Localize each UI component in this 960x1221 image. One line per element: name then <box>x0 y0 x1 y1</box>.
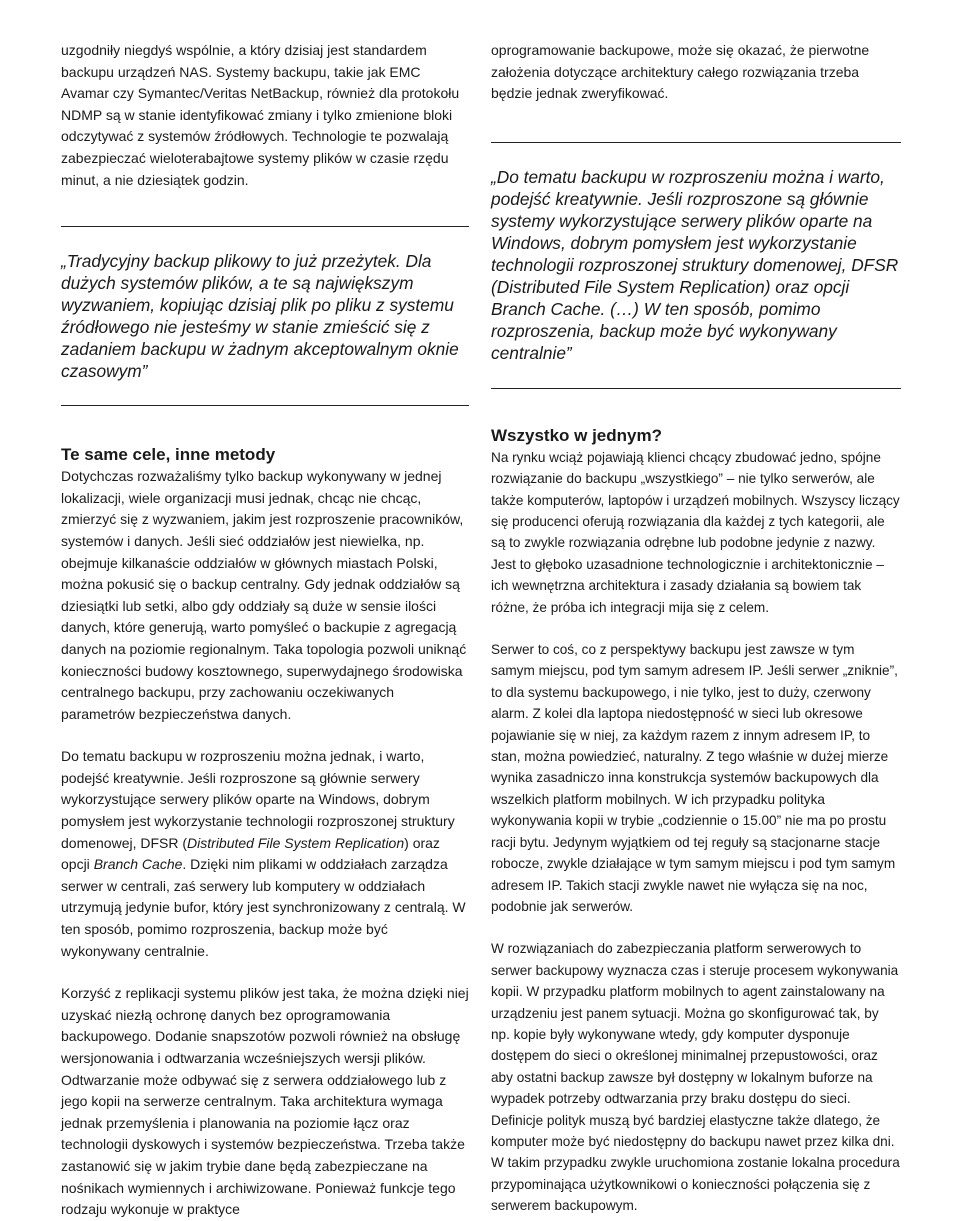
left-column <box>61 40 469 1221</box>
right-paragraph-3: Serwer to coś, co z perspektywy backupu jest zawsze w tym samym miejscu, pod tym samym adresem IP. Jeśli serwer „zniknie”, to dla systemu backupowego, i nie tylko, jest to duży, czerwony alarm. Z kolei dla laptopa niedostępność w sieci lub okresowe pojawianie się w niej, za każdym razem z innym adresem IP, to stan, można powiedzieć, naturalny. Z tego właśnie w dużej mierze wynika zasadniczo inna konstrukcja systemów backupowych dla wszelkich platform mobilnych. W ich przypadku polityka wykonywania kopii w trybie „codziennie o 15.00” nie ma po prostu racji bytu. Jedynym wyjątkiem od tej reguły są stacjonarne stacje robocze, zwykle działające w tym samym miejscu i pod tym samym adresem IP. Takich stacji zwykle nawet nie wyłącza się na noc, podobnie jak serwerów. <box>491 642 898 914</box>
left-paragraph-2: Dotychczas rozważaliśmy tylko backup wykonywany w jednej lokalizacji, wiele organizacji musi jednak, chcąc nie chcąc, zmierzyć się z wyzwaniem, jakim jest rozproszenie pracowników, systemów i danych. Jeśli sieć oddziałów jest niewielka, np. obejmuje kilkanaście oddziałów w głównych miastach Polski, można pokusić się o backup centralny. Gdy jednak oddziałów są dziesiątki lub setki, albo gdy oddziały są duże w sensie ilości danych, które generują, warto pomyśleć o backupie z agregacją danych na poziomie regionalnym. Taka topologia pozwoli uniknąć konieczności budowy kosztownego, superwydajnego środowiska centralnego backupu, przy zachowaniu oczekiwanych parametrów bezpieczeństwa danych. <box>61 468 467 722</box>
left-paragraph-3: Do tematu backupu w rozproszeniu można jednak, i warto, podejść kreatywnie. Jeśli rozproszone są głównie serwery wykorzystujące serwery plików oparte na Windows, dobrym pomysłem jest wykorzystanie technologii rozproszonej struktury domenowej, DFSR (Distributed File System Replication) oraz opcji Branch Cache. Dzięki nim plikami w oddziałach zarządza serwer w centrali, zaś serwery lub komputery w oddziałach utrzymują jedynie bufor, który jest synchronizowany z centralą. W ten sposób, pomimo rozproszenia, backup może być wykonywany centralnie. <box>61 748 466 959</box>
right-column <box>491 40 901 1217</box>
right-paragraph-4: W rozwiązaniach do zabezpieczania platform serwerowych to serwer backupowy wyznacza czas i steruje procesem wykonywania kopii. W przypadku platform mobilnych to agent zainstalowany na urządzeniu jest panem sytuacji. Można go skonfigurować tak, by np. kopie były wykonywane wtedy, gdy komputer dysponuje dostępem do sieci o określonej minimalnej przepustowości, oraz aby ostatni backup zawsze był dostępny w lokalnym buforze na wypadek potrzeby odtwarzania przy braku dostępu do sieci. Definicje polityk muszą być bardziej elastyczne także dlatego, że komputer może być niedostępny do backupu nawet przez kilka dni. W takim przypadku zwykle uruchomiona zostanie lokalna procedura przypominająca użytkownikowi o konieczności połączenia się z serwerem backupowym. <box>491 941 900 1214</box>
pull-quote-2: „Do tematu backupu w rozproszeniu można i warto, podejść kreatywnie. Jeśli rozproszone są głównie systemy wykorzystujące serwery plików oparte na Windows, dobrym pomysłem jest wykorzystanie technologii rozproszonej struktury domenowej, DFSR (Distributed File System Replication) oraz opcji Branch Cache. (…) W ten sposób, pomimo rozproszenia, backup może być wykonywany centralnie” <box>491 166 899 363</box>
divider <box>61 405 469 406</box>
right-paragraph-1: oprogramowanie backupowe, może się okazać, że pierwotne założenia dotyczące architektury całego rozwiązania trzeba będzie jednak zweryfikować. <box>491 42 870 102</box>
section-heading-right: Wszystko w jednym? <box>491 425 662 445</box>
divider <box>61 226 469 227</box>
left-paragraph-1: uzgodniły niegdyś wspólnie, a który dzisiaj jest standardem backupu urządzeń NAS. Systemy backupu, takie jak EMC Avamar czy Symantec/Veritas NetBackup, również dla protokołu NDMP są w stanie identyfikować zmiany i tylko zmienione bloki odczytywać z systemów źródłowych. Technologie te pozwalają zabezpieczać wieloterabajtowe systemy plików w czasie rzędu minut, a nie dziesiątek godzin. <box>61 42 460 188</box>
pull-quote-1: „Tradycyjny backup plikowy to już przeżytek. Dla dużych systemów plików, a te są największym wyzwaniem, kopiując dzisiaj plik po pliku z systemu źródłowego nie jesteśmy w stanie zmieścić się z zadaniem backupu w żadnym akceptowalnym oknie czasowym” <box>61 251 459 382</box>
right-paragraph-2: Na rynku wciąż pojawiają klienci chcący zbudować jedno, spójne rozwiązanie do backupu „wszystkiego” – nie tylko serwerów, ale także komputerów, laptopów i urządzeń mobilnych. Wszyscy liczący się producenci oferują rozwiązania dla każdej z tych kategorii, ale są to zwykle rozwiązania odrębne lub podobne jedynie z nazwy. Jest to głęboko uzasadnione technologicznie i architektonicznie – ich wewnętrzna architektura i zasady działania są bowiem tak różne, że próba ich integracji mija się z celem. <box>491 449 900 615</box>
divider <box>491 142 901 143</box>
section-heading-left: Te same cele, inne metody <box>61 445 276 465</box>
divider <box>491 388 901 389</box>
left-paragraph-4: Korzyść z replikacji systemu plików jest taka, że można dzięki niej uzyskać niezłą ochronę danych bez oprogramowania backupowego. Dodanie snapszotów pozwoli również na obsługę wersjonowania i odtwarzania wcześniejszych wersji plików. Odtwarzanie może odbywać się z serwera oddziałowego lub z jego kopii na serwerze centralnym. Taka architektura wymaga jednak przemyślenia i planowania na poziomie łącz oraz technologii dyskowych i systemów bezpieczeństwa. Trzeba także zastanowić się w jakim trybie dane będą zabezpieczane na nośnikach wymiennych i archiwizowane. Ponieważ funkcje tego rodzaju wykonuje w praktyce <box>61 985 469 1218</box>
